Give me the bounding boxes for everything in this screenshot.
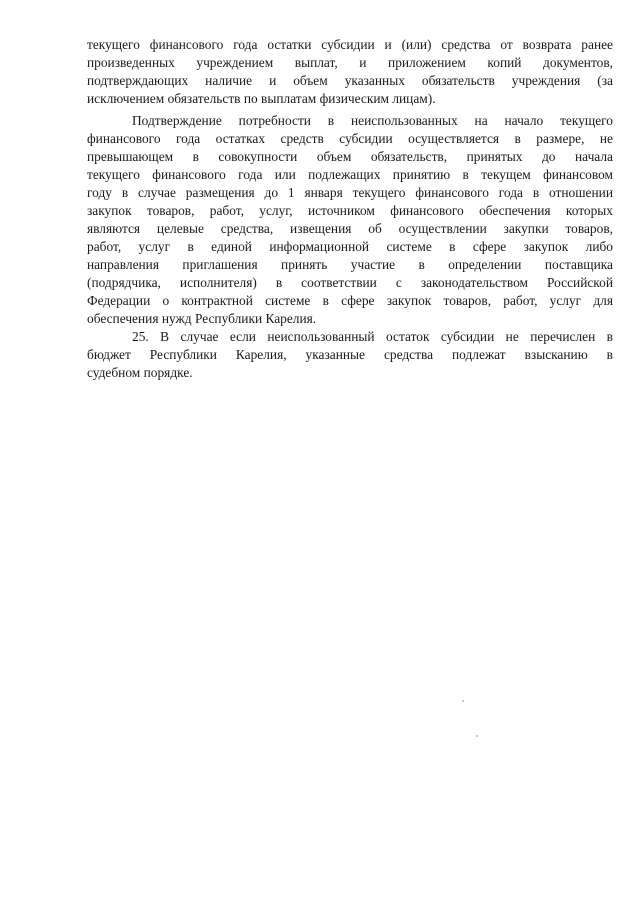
paragraph-confirmation <box>87 112 613 328</box>
text-line: исключением обязательств по выплатам физическим лицам). <box>87 91 436 106</box>
paragraph-continuation <box>87 36 613 108</box>
text-line: бюджет Республики Карелия, указанные средства подлежат взысканию в <box>87 347 613 362</box>
text-line: 25. В случае если неиспользованный остаток субсидии не перечислен в <box>132 329 613 344</box>
paragraph-25 <box>87 328 613 382</box>
text-line: являются целевые средства, извещения об осуществлении закупки товаров, <box>87 221 613 236</box>
text-line: (подрядчика, исполнителя) в соответствии с законодательством Российской <box>87 275 613 290</box>
text-line: подтверждающих наличие и объем указанных обязательств учреждения (за <box>87 73 613 88</box>
text-line: текущего финансового года остатки субсидии и (или) средства от возврата ранее <box>87 37 613 52</box>
text-line: закупок товаров, работ, услуг, источником финансового обеспечения которых <box>87 203 613 218</box>
text-line: превышающем в совокупности объем обязательств, принятых до начала <box>87 149 613 164</box>
scan-speck <box>476 735 478 737</box>
scan-speck <box>462 700 464 702</box>
text-line: направления приглашения принять участие в определении поставщика <box>87 257 613 272</box>
text-line: Федерации о контрактной системе в сфере закупок товаров, работ, услуг для <box>87 293 613 308</box>
text-line: обеспечения нужд Республики Карелия. <box>87 311 317 326</box>
text-line: произведенных учреждением выплат, и приложением копий документов, <box>87 55 613 70</box>
text-line: Подтверждение потребности в неиспользованных на начало текущего <box>132 113 613 128</box>
text-line: финансового года остатках средств субсидии осуществляется в размере, не <box>87 131 613 146</box>
text-line: году в случае размещения до 1 января текущего финансового года в отношении <box>87 185 613 200</box>
text-line: работ, услуг в единой информационной системе в сфере закупок либо <box>87 239 613 254</box>
text-line: судебном порядке. <box>87 365 193 380</box>
text-line: текущего финансового года или подлежащих принятию в текущем финансовом <box>87 167 613 182</box>
document-text <box>87 36 613 382</box>
